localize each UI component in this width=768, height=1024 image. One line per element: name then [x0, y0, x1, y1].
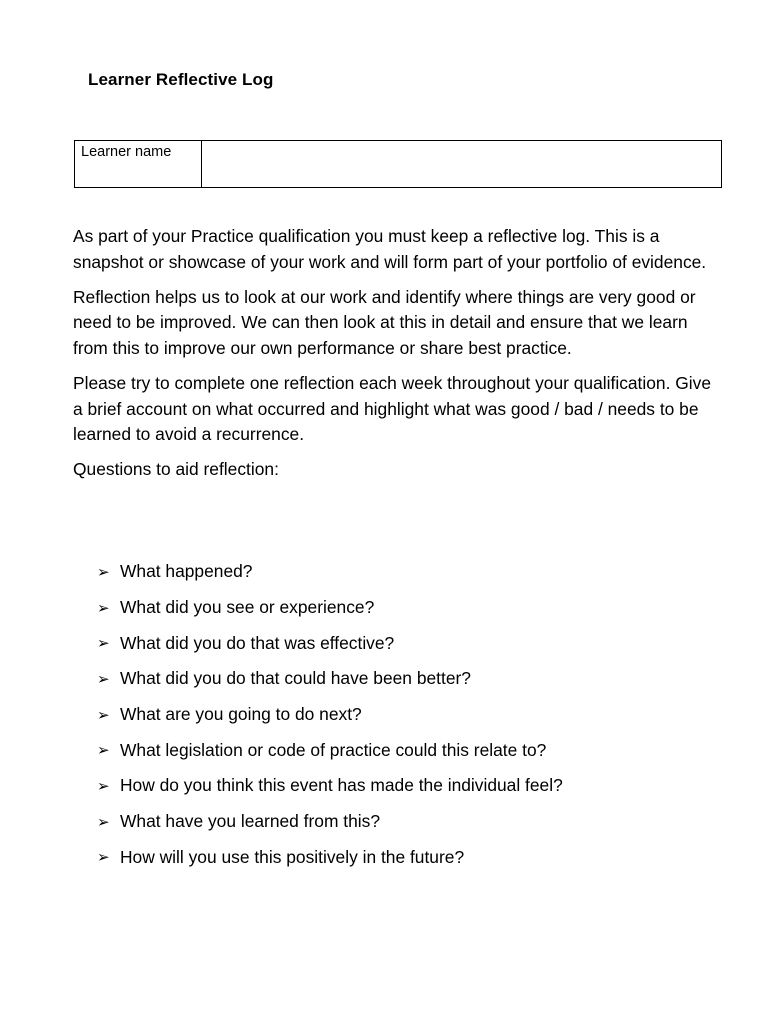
- question-text: What did you see or experience?: [120, 597, 375, 618]
- question-text: What did you do that could have been better?: [120, 668, 471, 689]
- question-text: How do you think this event has made the individual feel?: [120, 775, 563, 796]
- arrow-bullet-icon: ➢: [97, 848, 110, 867]
- list-item: [97, 732, 563, 768]
- arrow-bullet-icon: ➢: [97, 705, 110, 724]
- question-text: What are you going to do next?: [120, 704, 362, 725]
- question-text: What have you learned from this?: [120, 811, 381, 832]
- list-item: [97, 804, 563, 840]
- learner-name-label: Learner name: [75, 141, 202, 188]
- list-item: [97, 590, 563, 626]
- body-text: [73, 224, 723, 492]
- arrow-bullet-icon: ➢: [97, 562, 110, 581]
- reflection-paragraph: Reflection helps us to look at our work and identify where things are very good or need to be improved. We can then look at this in detail and ensure that we learn from this to improve our own performance or share best practice.: [73, 286, 696, 358]
- question-text: What legislation or code of practice could this relate to?: [120, 739, 547, 760]
- list-item: [97, 840, 563, 876]
- question-text: What happened?: [120, 561, 253, 582]
- question-text: How will you use this positively in the future?: [120, 846, 465, 867]
- arrow-bullet-icon: ➢: [97, 812, 110, 831]
- question-text: What did you do that was effective?: [120, 632, 395, 653]
- list-item: [97, 697, 563, 733]
- arrow-bullet-icon: ➢: [97, 634, 110, 653]
- questions-list: [97, 554, 563, 875]
- intro-paragraph: As part of your Practice qualification you must keep a reflective log. This is a snapshot or showcase of your work and will form part of your portfolio of evidence.: [73, 226, 707, 272]
- questions-heading: Questions to aid reflection:: [73, 459, 279, 480]
- list-item: [97, 661, 563, 697]
- learner-name-row: [75, 141, 722, 188]
- list-item: [97, 625, 563, 661]
- arrow-bullet-icon: ➢: [97, 598, 110, 617]
- learner-name-table: [74, 140, 722, 188]
- list-item: [97, 554, 563, 590]
- learner-name-field[interactable]: [202, 141, 722, 188]
- arrow-bullet-icon: ➢: [97, 741, 110, 760]
- instructions-paragraph: Please try to complete one reflection each week throughout your qualification. Give a brief account on what occurred and highlight what was good / bad / needs to be learned to avoid a recurrence.: [73, 372, 712, 445]
- list-item: [97, 768, 563, 804]
- arrow-bullet-icon: ➢: [97, 776, 110, 795]
- arrow-bullet-icon: ➢: [97, 669, 110, 688]
- document-title: Learner Reflective Log: [88, 70, 274, 89]
